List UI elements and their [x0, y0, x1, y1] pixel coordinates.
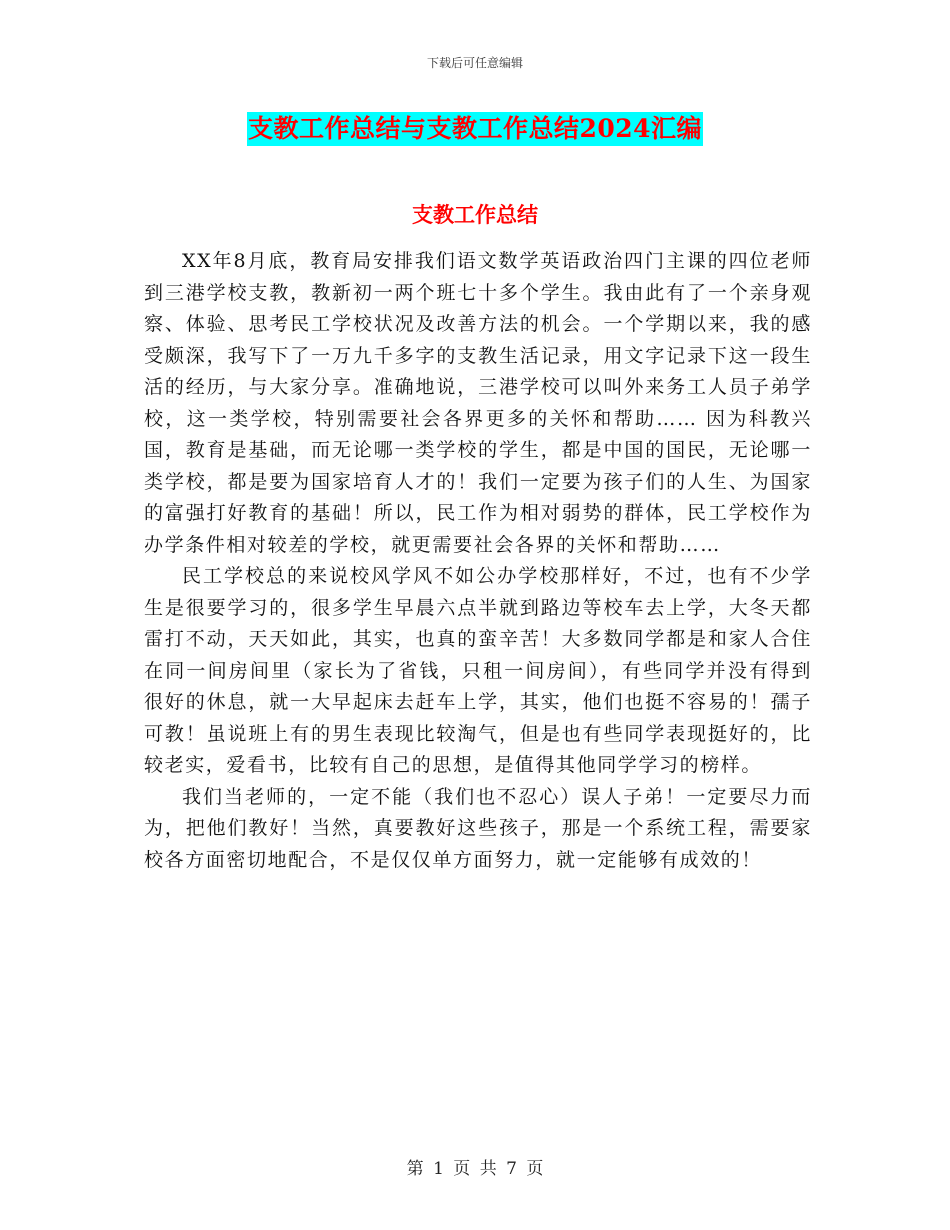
- document-body: [144, 246, 812, 876]
- paragraph: 民工学校总的来说校风学风不如公办学校那样好，不过，也有不少学生是很要学习的，很多学生早晨六点半就到路边等校车去上学，大冬天都雷打不动，天天如此，其实，也真的蛮辛苦！大多数同学都是和家人合住在同一间房间里（家长为了省钱，只租一间房间），有些同学并没有得到很好的休息，就一大早起床去赶车上学，其实，他们也挺不容易的！孺子可教！虽说班上有的男生表现比较淘气，但是也有些同学表现挺好的，比较老实，爱看书，比较有自己的思想，是值得其他同学学习的榜样。: [144, 565, 812, 776]
- paragraph: 我们当老师的，一定不能（我们也不忍心）误人子弟！一定要尽力而为，把他们教好！当然，真要教好这些孩子，那是一个系统工程，需要家校各方面密切地配合，不是仅仅单方面努力，就一定能够有成效的！: [144, 785, 812, 871]
- page-number: 第 1 页 共 7 页: [406, 1159, 544, 1179]
- main-title: 支教工作总结与支教工作总结2024汇编: [247, 112, 703, 146]
- main-title-container: [0, 112, 950, 146]
- paragraph: XX年8月底，教育局安排我们语文数学英语政治四门主课的四位老师到三港学校支教，教新初一两个班七十多个学生。我由此有了一个亲身观察、体验、思考民工学校状况及改善方法的机会。一个学期以来，我的感受颇深，我写下了一万九千多字的支教生活记录，用文字记录下这一段生活的经历，与大家分享。准确地说，三港学校可以叫外来务工人员子弟学校，这一类学校，特别需要社会各界更多的关怀和帮助…… 因为科教兴国，教育是基础，而无论哪一类学校的学生，都是中国的国民，无论哪一类学校，都是要为国家培育人才的！我们一定要为孩子们的人生、为国家的富强打好教育的基础！所以，民工作为相对弱势的群体，民工学校作为办学条件相对较差的学校，就更需要社会各界的关怀和帮助……: [144, 250, 812, 556]
- section-title: 支教工作总结: [412, 202, 538, 227]
- header-note: 下载后可任意编辑: [426, 56, 523, 70]
